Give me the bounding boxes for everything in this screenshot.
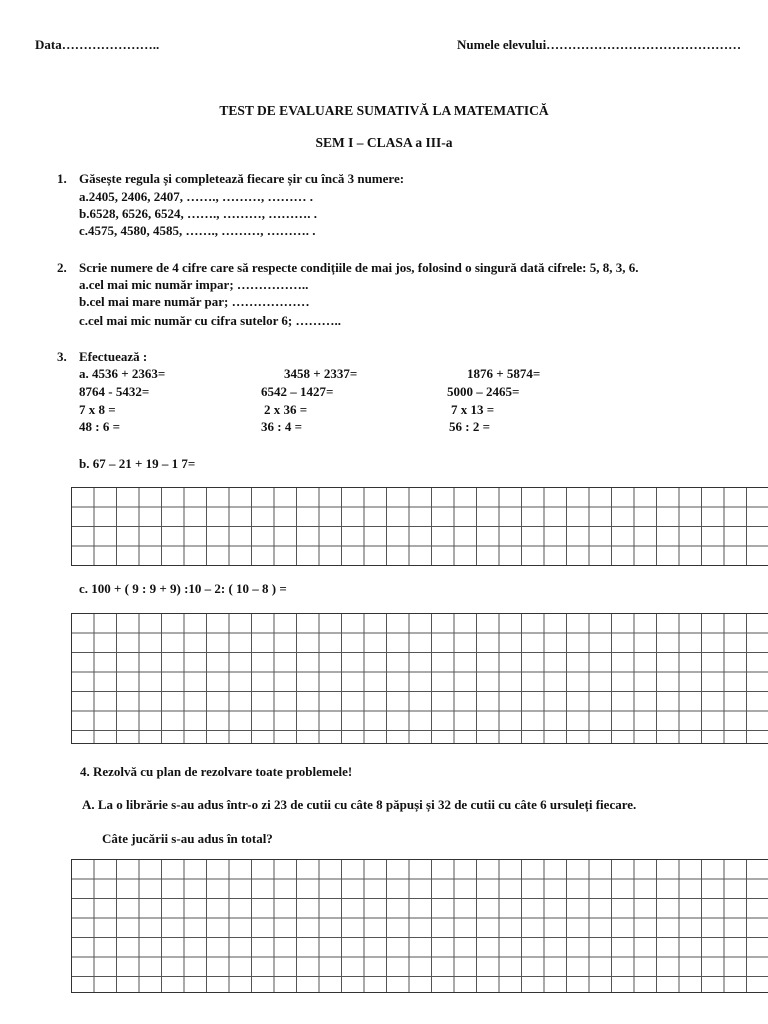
q3-op: 7 x 8 =: [79, 402, 116, 417]
q3-number: 3.: [57, 349, 67, 364]
answer-grid-b[interactable]: [71, 487, 768, 566]
q3-op: 48 : 6 =: [79, 419, 120, 434]
q3-op: 6542 – 1427=: [261, 384, 334, 399]
q2-item-c: c.cel mai mic număr cu cifra sutelor 6; ………..: [79, 313, 341, 328]
q2-text: Scrie numere de 4 cifre care să respecte condițiile de mai jos, folosind o singură dată cifrele: 5, 8, 3, 6.: [79, 260, 639, 275]
q1-item-b: b.6528, 6526, 6524, ……., ………, ………. .: [79, 206, 317, 221]
date-field: Data…………………..: [35, 37, 160, 52]
q3-b-expression: b. 67 – 21 + 19 – 1 7=: [79, 456, 196, 471]
q3-op: 7 x 13 =: [451, 402, 495, 417]
q3-c-expression: c. 100 + ( 9 : 9 + 9) :10 – 2: ( 10 – 8 ) =: [79, 581, 287, 596]
q2-item-a: a.cel mai mic număr impar; ……………..: [79, 277, 309, 292]
q4-a-question: Câte jucării s-au adus în total?: [102, 831, 273, 846]
student-name-field: Numele elevului………………………………………: [457, 37, 742, 52]
q3-op: 2 x 36 =: [264, 402, 308, 417]
page-title: TEST DE EVALUARE SUMATIVĂ LA MATEMATICĂ: [219, 103, 549, 118]
answer-grid-c[interactable]: [71, 613, 768, 744]
q3-op: 3458 + 2337=: [284, 366, 358, 381]
q3-op: a. 4536 + 2363=: [79, 366, 166, 381]
q2-item-b: b.cel mai mare număr par; ………………: [79, 294, 310, 309]
q3-op: 56 : 2 =: [449, 419, 490, 434]
q3-text: Efectuează :: [79, 349, 148, 364]
q1-number: 1.: [57, 171, 67, 186]
q3-op: 36 : 4 =: [261, 419, 302, 434]
page-subtitle: SEM I – CLASA a III-a: [315, 135, 453, 150]
q1-text: Găsește regula și completează fiecare șir cu încă 3 numere:: [79, 171, 405, 186]
q3-op: 5000 – 2465=: [447, 384, 520, 399]
answer-grid-4a[interactable]: [71, 859, 768, 993]
q2-number: 2.: [57, 260, 67, 275]
q3-op: 1876 + 5874=: [467, 366, 541, 381]
q1-item-a: a.2405, 2406, 2407, ……., ………, ……… .: [79, 189, 313, 204]
q3-op: 8764 - 5432=: [79, 384, 150, 399]
q4-heading: 4. Rezolvă cu plan de rezolvare toate problemele!: [80, 764, 353, 779]
q4-a-problem: A. La o librărie s-au adus într-o zi 23 de cutii cu câte 8 păpuși și 32 de cutii cu câte 6 ursuleți fiecare.: [82, 797, 637, 812]
q1-item-c: c.4575, 4580, 4585, ……., ………, ………. .: [79, 223, 316, 238]
